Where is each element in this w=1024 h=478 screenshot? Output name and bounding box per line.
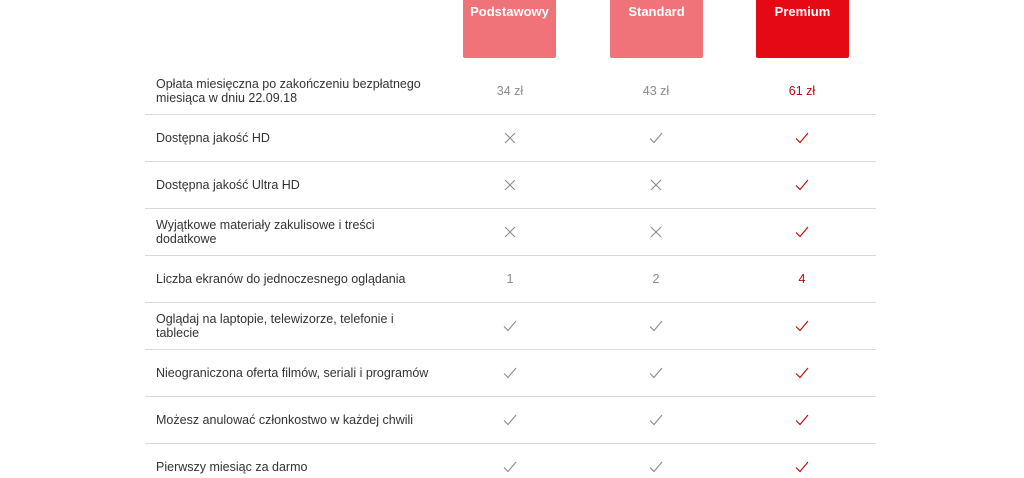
check-icon [795, 319, 809, 333]
row-label: Możesz anulować członkostwo w każdej chwili [156, 413, 414, 427]
cell-standard: 43 zł [642, 84, 670, 98]
table-row [145, 162, 876, 209]
cell-basic [480, 413, 540, 427]
cell-premium [772, 131, 832, 145]
cell-standard [626, 366, 686, 380]
row-label: Pierwszy miesiąc za darmo [156, 460, 308, 474]
plan-basic-button[interactable]: Podstawowy [463, 0, 556, 58]
check-icon [649, 366, 663, 380]
table-row [145, 397, 876, 444]
plan-standard-button[interactable]: Standard [610, 0, 703, 58]
check-icon [795, 178, 809, 192]
cell-premium [772, 225, 832, 239]
cell-basic: 1 [506, 272, 514, 286]
cell-standard [626, 413, 686, 427]
check-icon [649, 131, 663, 145]
cell-premium [772, 366, 832, 380]
check-icon [503, 319, 517, 333]
cell-premium [772, 460, 832, 474]
cell-premium [772, 178, 832, 192]
check-icon [795, 225, 809, 239]
cell-basic [480, 225, 540, 239]
row-label: Oglądaj na laptopie, telewizorze, telefonie i tablecie [156, 312, 394, 340]
cell-standard [626, 178, 686, 192]
table-row [145, 303, 876, 350]
check-icon [795, 131, 809, 145]
row-label: Dostępna jakość Ultra HD [156, 178, 300, 192]
row-label: Nieograniczona oferta filmów, seriali i programów [156, 366, 429, 380]
cross-icon [649, 225, 663, 239]
cell-basic [480, 460, 540, 474]
cross-icon [503, 131, 517, 145]
check-icon [649, 460, 663, 474]
row-label: Wyjątkowe materiały zakulisowe i treści dodatkowe [156, 218, 375, 246]
cell-basic [480, 131, 540, 145]
cell-standard [626, 460, 686, 474]
cell-standard: 2 [652, 272, 660, 286]
cross-icon [649, 178, 663, 192]
cell-basic [480, 178, 540, 192]
table-row [145, 115, 876, 162]
row-label: Dostępna jakość HD [156, 131, 270, 145]
table-row [145, 209, 876, 256]
cell-basic [480, 366, 540, 380]
row-label: Liczba ekranów do jednoczesnego oglądania [156, 272, 406, 286]
check-icon [503, 460, 517, 474]
check-icon [649, 413, 663, 427]
cell-premium: 61 zł [788, 84, 816, 98]
check-icon [795, 366, 809, 380]
cross-icon [503, 178, 517, 192]
cross-icon [503, 225, 517, 239]
cell-basic [480, 319, 540, 333]
check-icon [649, 319, 663, 333]
row-label: Opłata miesięczna po zakończeniu bezpłatnego miesiąca w dniu 22.09.18 [156, 77, 421, 105]
cell-premium [772, 319, 832, 333]
check-icon [503, 413, 517, 427]
cell-premium: 4 [798, 272, 806, 286]
table-row [145, 350, 876, 397]
table-row [145, 256, 876, 303]
cell-standard [626, 225, 686, 239]
cell-standard [626, 319, 686, 333]
cell-basic: 34 zł [496, 84, 524, 98]
cell-premium [772, 413, 832, 427]
cell-standard [626, 131, 686, 145]
plan-comparison-table [145, 68, 876, 478]
check-icon [795, 413, 809, 427]
check-icon [503, 366, 517, 380]
table-row [145, 444, 876, 478]
table-row [145, 68, 876, 115]
plan-selector [0, 0, 1024, 60]
plan-premium-button[interactable]: Premium [756, 0, 849, 58]
check-icon [795, 460, 809, 474]
